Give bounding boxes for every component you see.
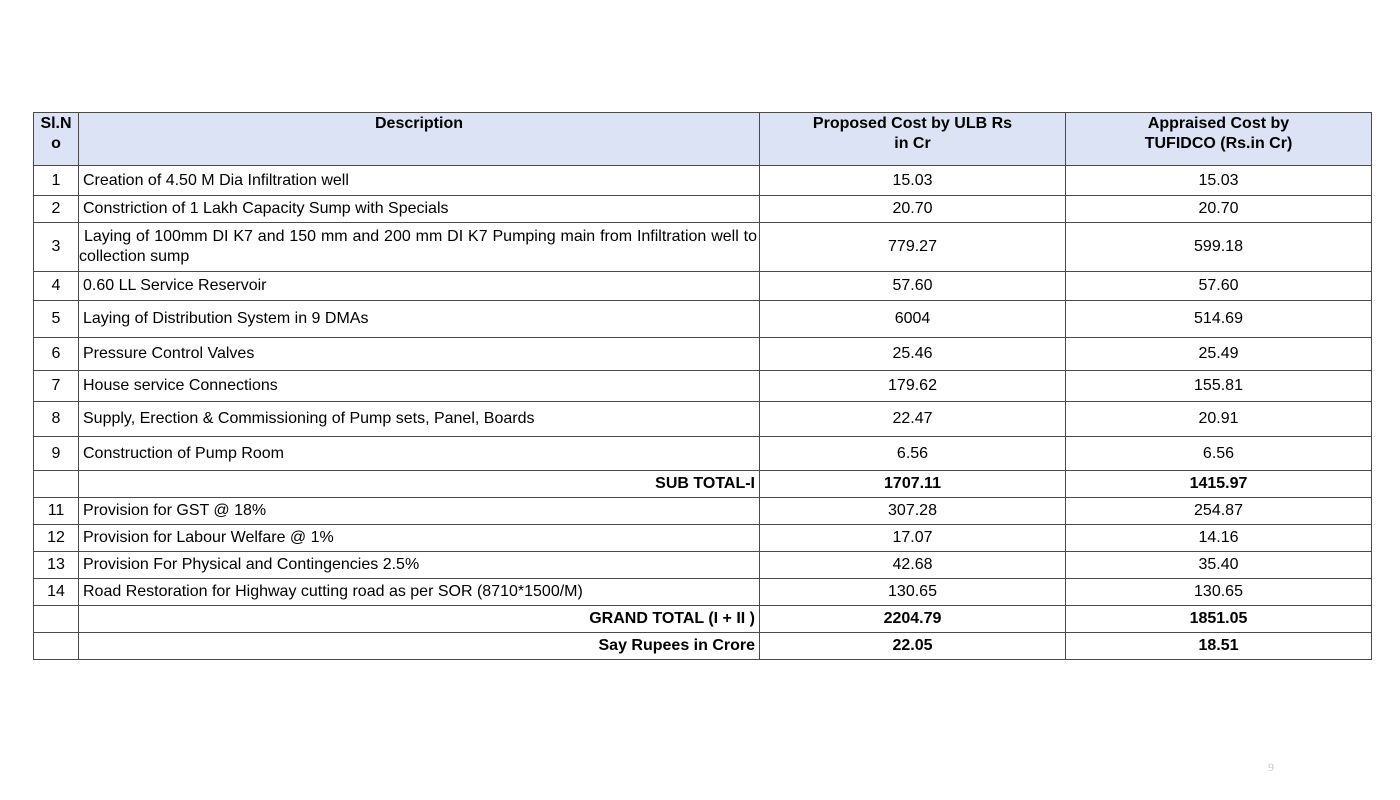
row-number: 4 bbox=[34, 272, 79, 301]
row-number: 6 bbox=[34, 338, 79, 371]
row-number: 12 bbox=[34, 525, 79, 552]
cost-table bbox=[33, 112, 1372, 660]
subtotal-appraised-cost: 1415.97 bbox=[1066, 471, 1372, 498]
row-appraised-cost: 20.70 bbox=[1066, 196, 1372, 223]
grand-total-row bbox=[34, 606, 1372, 633]
row-appraised-cost: 514.69 bbox=[1066, 301, 1372, 338]
row-appraised-cost: 57.60 bbox=[1066, 272, 1372, 301]
row-appraised-cost: 25.49 bbox=[1066, 338, 1372, 371]
row-appraised-cost: 155.81 bbox=[1066, 371, 1372, 402]
table-row bbox=[34, 301, 1372, 338]
say-rupees-number-cell bbox=[34, 633, 79, 660]
row-proposed-cost: 25.46 bbox=[760, 338, 1066, 371]
table-row bbox=[34, 552, 1372, 579]
grand-total-label: GRAND TOTAL (I + II ) bbox=[79, 606, 760, 633]
say-rupees-appraised-cost: 18.51 bbox=[1066, 633, 1372, 660]
header-appraised-cost: Appraised Cost by TUFIDCO (Rs.in Cr) bbox=[1066, 113, 1372, 166]
table-row bbox=[34, 338, 1372, 371]
table-header-row bbox=[34, 113, 1372, 166]
row-proposed-cost: 15.03 bbox=[760, 166, 1066, 196]
row-proposed-cost: 307.28 bbox=[760, 498, 1066, 525]
row-number: 11 bbox=[34, 498, 79, 525]
table-row bbox=[34, 579, 1372, 606]
header-description: Description bbox=[79, 113, 760, 166]
subtotal-row bbox=[34, 471, 1372, 498]
row-proposed-cost: 6004 bbox=[760, 301, 1066, 338]
row-description: 0.60 LL Service Reservoir bbox=[79, 272, 760, 301]
row-proposed-cost: 17.07 bbox=[760, 525, 1066, 552]
grand-total-proposed-cost: 2204.79 bbox=[760, 606, 1066, 633]
table-row bbox=[34, 498, 1372, 525]
table-row bbox=[34, 223, 1372, 272]
row-proposed-cost: 20.70 bbox=[760, 196, 1066, 223]
row-proposed-cost: 57.60 bbox=[760, 272, 1066, 301]
row-appraised-cost: 6.56 bbox=[1066, 437, 1372, 471]
row-number: 14 bbox=[34, 579, 79, 606]
header-sl-no: Sl.No bbox=[34, 113, 79, 166]
table-row bbox=[34, 166, 1372, 196]
row-description: Creation of 4.50 M Dia Infiltration well bbox=[79, 166, 760, 196]
row-number: 13 bbox=[34, 552, 79, 579]
table-row bbox=[34, 525, 1372, 552]
table-row bbox=[34, 402, 1372, 437]
row-appraised-cost: 20.91 bbox=[1066, 402, 1372, 437]
row-description: Provision for GST @ 18% bbox=[79, 498, 760, 525]
row-number: 7 bbox=[34, 371, 79, 402]
subtotal-proposed-cost: 1707.11 bbox=[760, 471, 1066, 498]
row-description: Supply, Erection & Commissioning of Pump sets, Panel, Boards bbox=[79, 402, 760, 437]
row-description: Pressure Control Valves bbox=[79, 338, 760, 371]
say-rupees-row bbox=[34, 633, 1372, 660]
row-appraised-cost: 35.40 bbox=[1066, 552, 1372, 579]
table-row bbox=[34, 272, 1372, 301]
table-row bbox=[34, 196, 1372, 223]
row-appraised-cost: 599.18 bbox=[1066, 223, 1372, 272]
row-proposed-cost: 130.65 bbox=[760, 579, 1066, 606]
row-appraised-cost: 14.16 bbox=[1066, 525, 1372, 552]
row-description: Laying of Distribution System in 9 DMAs bbox=[79, 301, 760, 338]
row-number: 9 bbox=[34, 437, 79, 471]
row-description: House service Connections bbox=[79, 371, 760, 402]
row-number: 8 bbox=[34, 402, 79, 437]
row-appraised-cost: 254.87 bbox=[1066, 498, 1372, 525]
row-number: 5 bbox=[34, 301, 79, 338]
row-proposed-cost: 179.62 bbox=[760, 371, 1066, 402]
row-description: Construction of Pump Room bbox=[79, 437, 760, 471]
row-appraised-cost: 130.65 bbox=[1066, 579, 1372, 606]
page-number: 9 bbox=[1268, 760, 1274, 774]
row-description: Constriction of 1 Lakh Capacity Sump with Specials bbox=[79, 196, 760, 223]
header-proposed-cost: Proposed Cost by ULB Rs in Cr bbox=[760, 113, 1066, 166]
grand-total-number-cell bbox=[34, 606, 79, 633]
row-proposed-cost: 779.27 bbox=[760, 223, 1066, 272]
row-description: Provision for Labour Welfare @ 1% bbox=[79, 525, 760, 552]
row-proposed-cost: 6.56 bbox=[760, 437, 1066, 471]
row-appraised-cost: 15.03 bbox=[1066, 166, 1372, 196]
table-row bbox=[34, 437, 1372, 471]
say-rupees-label: Say Rupees in Crore bbox=[79, 633, 760, 660]
row-description: Provision For Physical and Contingencies 2.5% bbox=[79, 552, 760, 579]
row-proposed-cost: 22.47 bbox=[760, 402, 1066, 437]
row-description: Laying of 100mm DI K7 and 150 mm and 200 mm DI K7 Pumping main from Infiltration well to collection sump bbox=[79, 223, 760, 272]
say-rupees-proposed-cost: 22.05 bbox=[760, 633, 1066, 660]
row-number: 1 bbox=[34, 166, 79, 196]
row-proposed-cost: 42.68 bbox=[760, 552, 1066, 579]
subtotal-number-cell bbox=[34, 471, 79, 498]
row-number: 3 bbox=[34, 223, 79, 272]
table-row bbox=[34, 371, 1372, 402]
row-description: Road Restoration for Highway cutting road as per SOR (8710*1500/M) bbox=[79, 579, 760, 606]
subtotal-label: SUB TOTAL-I bbox=[79, 471, 760, 498]
grand-total-appraised-cost: 1851.05 bbox=[1066, 606, 1372, 633]
row-number: 2 bbox=[34, 196, 79, 223]
